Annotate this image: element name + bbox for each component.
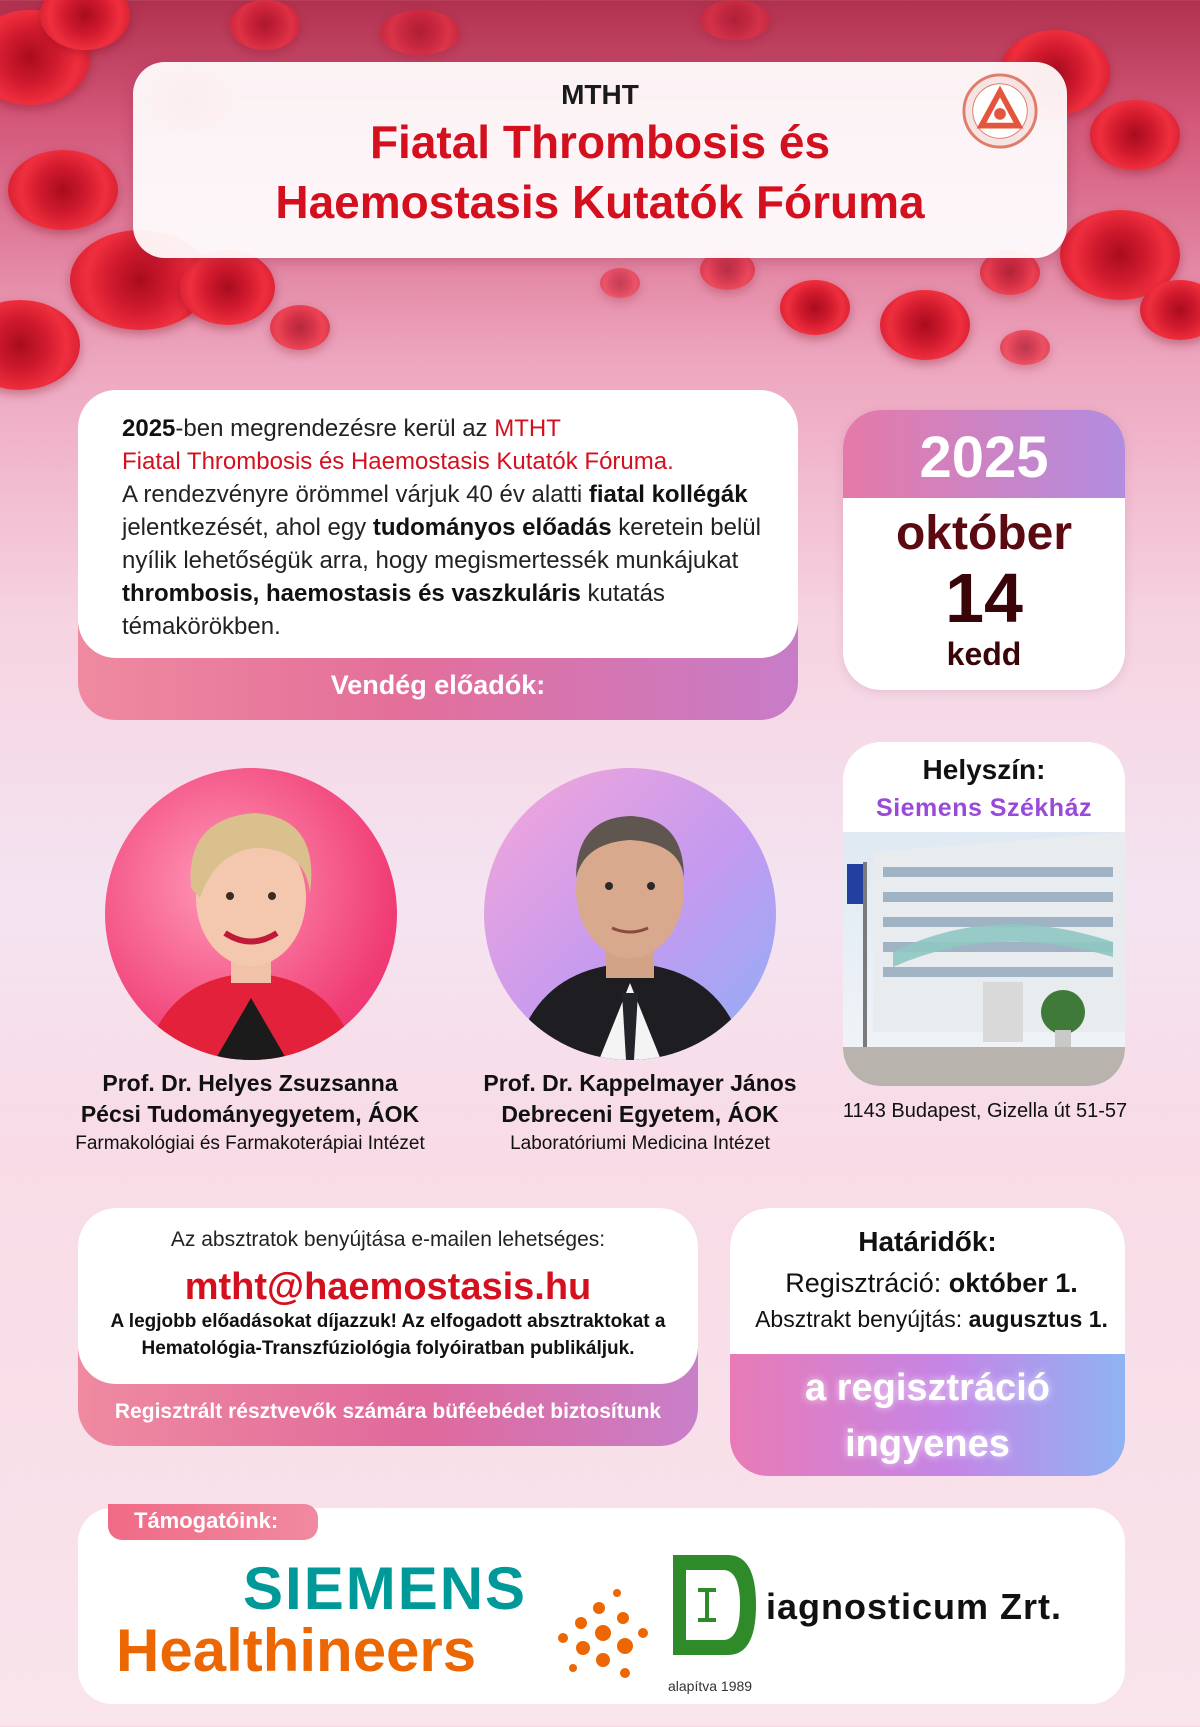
- sponsors-card: [78, 1508, 1125, 1704]
- deadline-registration-label: Regisztráció:: [785, 1268, 949, 1298]
- speaker-2-name: Prof. Dr. Kappelmayer János: [483, 1070, 797, 1096]
- deadline-abstract-label: Absztrakt benyújtás:: [755, 1306, 969, 1332]
- siemens-dots-icon: [543, 1578, 653, 1688]
- deadline-abstract-date: augusztus 1.: [968, 1306, 1108, 1332]
- abstract-panel: [78, 1208, 698, 1446]
- abstract-email-link[interactable]: mtht@haemostasis.hu: [184, 1266, 592, 1308]
- venue-building-photo: [843, 832, 1125, 1086]
- speaker-1-name: Prof. Dr. Helyes Zsuzsanna: [102, 1070, 398, 1096]
- title-line-1: Fiatal Thrombosis és: [369, 116, 831, 168]
- speaker-2-department: Laboratóriumi Medicina Intézet: [510, 1133, 770, 1154]
- speaker-1-info: [30, 1068, 470, 1158]
- venue-label: Helyszín:: [922, 754, 1046, 785]
- intro-text: [122, 412, 772, 643]
- speaker-1-affiliation: Pécsi Tudományegyetem, ÁOK: [80, 1101, 420, 1127]
- guest-speakers-label: Vendég előadók:: [330, 670, 546, 700]
- venue-card: [843, 742, 1125, 1086]
- deadline-abstract: [744, 1306, 1119, 1333]
- date-weekday: kedd: [946, 636, 1022, 672]
- date-year: 2025: [919, 425, 1049, 490]
- page-title: [173, 112, 1027, 232]
- deadline-registration: [744, 1268, 1119, 1299]
- deadlines-card: [730, 1208, 1125, 1354]
- date-month: október: [895, 507, 1072, 560]
- free-registration-line-1: a regisztráció: [805, 1367, 1050, 1409]
- mtht-society-logo-icon: [961, 72, 1039, 150]
- title-line-2: Haemostasis Kutatók Fóruma: [275, 176, 925, 228]
- intro-year: 2025: [122, 415, 176, 442]
- lunch-note: Regisztrált résztvevők számára büféebédet biztosítunk: [114, 1400, 662, 1423]
- intro-b1: fiatal kollégák: [588, 481, 748, 508]
- intro-card: [78, 390, 798, 658]
- free-registration-banner: [730, 1360, 1125, 1472]
- intro-b2: tudományos előadás: [372, 514, 612, 541]
- intro-org: MTHT: [494, 415, 561, 442]
- intro-t3: jelentkezését, ahol egy: [122, 514, 373, 541]
- healthineers-wordmark: Healthineers: [116, 1617, 477, 1684]
- intro-b3: thrombosis, haemostasis és vaszkuláris: [122, 580, 581, 607]
- speaker-2-info: [460, 1068, 820, 1158]
- speaker-1-portrait: [105, 768, 397, 1060]
- date-day: 14: [945, 559, 1023, 637]
- speaker-2-portrait: [484, 768, 776, 1060]
- intro-t1: -ben megrendezésre kerül az: [175, 415, 495, 442]
- date-card: [843, 410, 1125, 690]
- header-banner: [133, 62, 1067, 258]
- siemens-wordmark: SIEMENS: [243, 1555, 528, 1622]
- speaker-1-department: Farmakológiai és Farmakoterápiai Intézet: [75, 1133, 425, 1154]
- free-registration-line-2: ingyenes: [845, 1423, 1010, 1465]
- intro-panel: [78, 390, 798, 720]
- intro-t5: kutatás témakörökben.: [122, 580, 665, 640]
- abstract-card: [78, 1208, 698, 1384]
- venue-address: 1143 Budapest, Gizella út 51-57: [842, 1100, 1128, 1122]
- diagnosticum-emblem-icon: [668, 1550, 758, 1660]
- deadlines-title: Határidők:: [858, 1226, 997, 1257]
- diagnosticum-wordmark: iagnosticum Zrt.: [766, 1586, 1063, 1627]
- intro-forum: Fiatal Thrombosis és Haemostasis Kutatók Fóruma.: [122, 448, 674, 475]
- abstract-note: A legjobb előadásokat díjazzuk! Az elfogadott absztraktokat a Hematológia-Transzfúziológia folyóiratban publikáljuk.: [110, 1311, 666, 1359]
- speaker-2-affiliation: Debreceni Egyetem, ÁOK: [501, 1101, 779, 1127]
- diagnosticum-founded: alapítva 1989: [668, 1678, 753, 1694]
- abstract-intro: Az absztratok benyújtása e-mailen lehetséges:: [170, 1228, 606, 1251]
- deadline-registration-date: október 1.: [948, 1268, 1078, 1298]
- header-kicker: MTHT: [561, 79, 639, 110]
- venue-name: Siemens Székház: [876, 794, 1092, 822]
- intro-t4: keretein belül nyílik lehetőségük arra, hogy megismertessék munkájukat: [122, 514, 761, 574]
- sponsors-label: Támogatóink:: [108, 1504, 318, 1540]
- deadlines-panel: [730, 1208, 1125, 1476]
- intro-t2: A rendezvényre örömmel várjuk 40 év alatti: [122, 481, 589, 508]
